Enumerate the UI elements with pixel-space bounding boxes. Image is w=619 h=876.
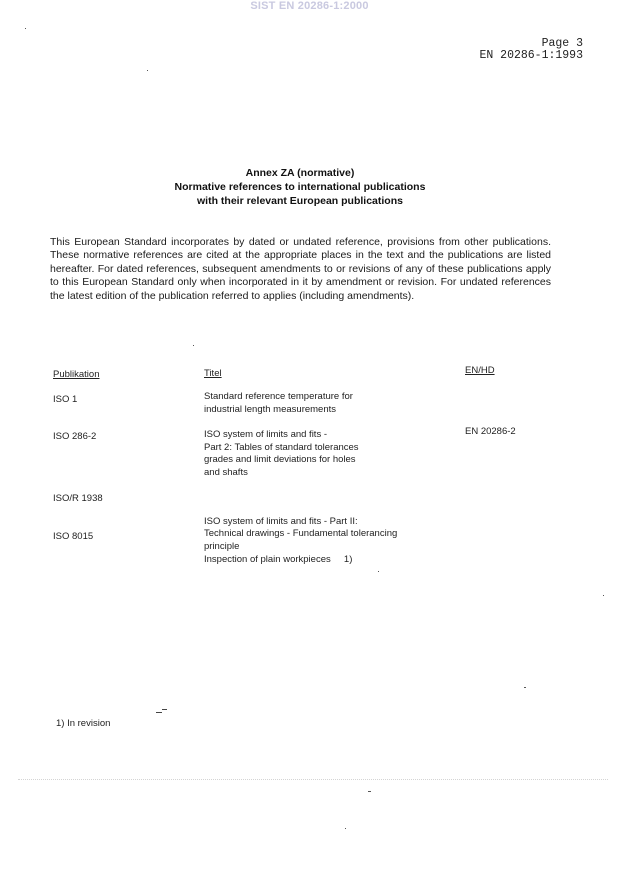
column-header-en-hd: EN/HD <box>465 365 495 376</box>
watermark: SIST EN 20286-1:2000 <box>250 0 369 12</box>
scan-speck <box>147 70 148 71</box>
title-line: ISO system of limits and fits - Part II: <box>204 516 358 528</box>
title-line: Part 2: Tables of standard tolerances <box>204 441 359 453</box>
scan-speck <box>345 828 346 829</box>
table-row-en-hd: EN 20286-2 <box>465 426 516 437</box>
footnote: 1) In revision <box>56 718 111 729</box>
scan-speck <box>25 28 26 29</box>
scan-mark <box>156 712 162 713</box>
scan-speck <box>378 571 379 572</box>
annex-title: Annex ZA (normative) <box>245 167 355 179</box>
title-line: grades and limit deviations for holes <box>204 454 356 466</box>
table-row-publication: ISO 8015 <box>53 531 94 542</box>
table-row-title <box>204 429 359 479</box>
title-line: principle <box>204 540 240 552</box>
scan-speck <box>524 687 526 688</box>
annex-subtitle-line1: Normative references to international publications <box>174 181 426 193</box>
title-line: and shafts <box>204 466 248 478</box>
column-header-publication: Publikation <box>53 369 100 380</box>
page-number: Page 3 <box>541 37 583 50</box>
scan-speck <box>193 345 194 346</box>
title-line: industrial length measurements <box>204 403 337 415</box>
table-row-title <box>204 391 353 416</box>
table-row-publication: ISO/R 1938 <box>53 493 103 504</box>
title-line: Technical drawings - Fundamental tolerancing <box>204 528 398 539</box>
annex-subtitle-line2: with their relevant European publications <box>197 195 403 207</box>
table-row-title <box>204 528 397 553</box>
intro-paragraph: This European Standard incorporates by dated or undated reference, provisions from other publications. These normative references are cited at the appropriate places in the text and the publications are listed hereafter. For dated references, subsequent amendments to or revisions of any of these publications apply to this European Standard only when incorporated in it by amendment or revision. For undated references the latest edition of the publication referred to applies (including amendments). <box>50 236 551 302</box>
title-line: ISO system of limits and fits - <box>204 429 327 440</box>
scan-speck <box>368 791 371 792</box>
title-line: Inspection of plain workpieces 1) <box>204 553 353 565</box>
column-header-title: Titel <box>204 368 222 379</box>
table-row-publication: ISO 286-2 <box>53 431 97 442</box>
table-row-publication: ISO 1 <box>53 394 78 405</box>
scan-speck <box>603 595 604 596</box>
document-number: EN 20286-1:1993 <box>479 49 583 62</box>
scan-noise-line <box>18 779 608 780</box>
scan-mark <box>162 709 167 710</box>
title-line: Standard reference temperature for <box>204 391 353 402</box>
